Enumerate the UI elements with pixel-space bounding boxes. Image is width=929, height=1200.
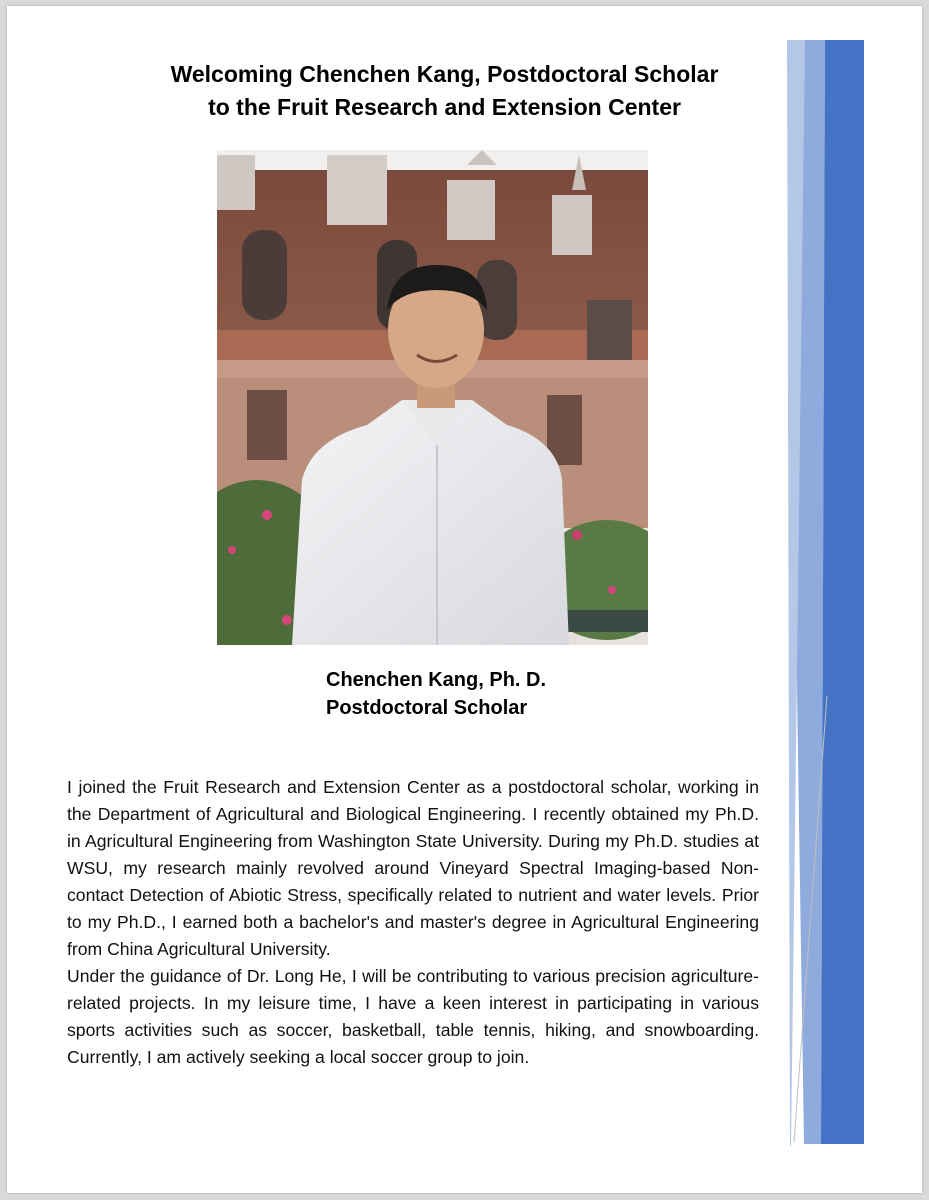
title-line-1: Welcoming Chenchen Kang, Postdoctoral Scholar: [170, 61, 719, 87]
bio-text: [67, 774, 759, 1071]
name-block: [326, 666, 546, 722]
portrait-photo: [217, 150, 648, 645]
person-name: Chenchen Kang, Ph. D.: [326, 669, 547, 691]
portrait-illustration: [217, 150, 648, 645]
person-position: Postdoctoral Scholar: [326, 697, 528, 719]
bio-paragraph-2: Under the guidance of Dr. Long He, I will be contributing to various precision agriculture-related projects. In my leisure time, I have a keen interest in participating in various sports activities such as soccer, basketball, table tennis, hiking, and snowboarding. Currently, I am actively seeking a local soccer group to join.: [67, 966, 759, 1067]
bio-paragraph-1: I joined the Fruit Research and Extension Center as a postdoctoral scholar, working in the Department of Agricultural and Biological Engineering. I recently obtained my Ph.D. in Agricultural Engineering from Washington State University. During my Ph.D. studies at WSU, my research mainly revolved around Vineyard Spectral Imaging-based Non-contact Detection of Abiotic Stress, specifically related to nutrient and water levels. Prior to my Ph.D., I earned both a bachelor's and master's degree in Agricultural Engineering from China Agricultural University.: [67, 777, 759, 959]
page-title: [27, 58, 862, 124]
decor-dark-band: [821, 40, 864, 1144]
title-line-2: to the Fruit Research and Extension Center: [208, 94, 681, 120]
document-page: [7, 6, 922, 1193]
